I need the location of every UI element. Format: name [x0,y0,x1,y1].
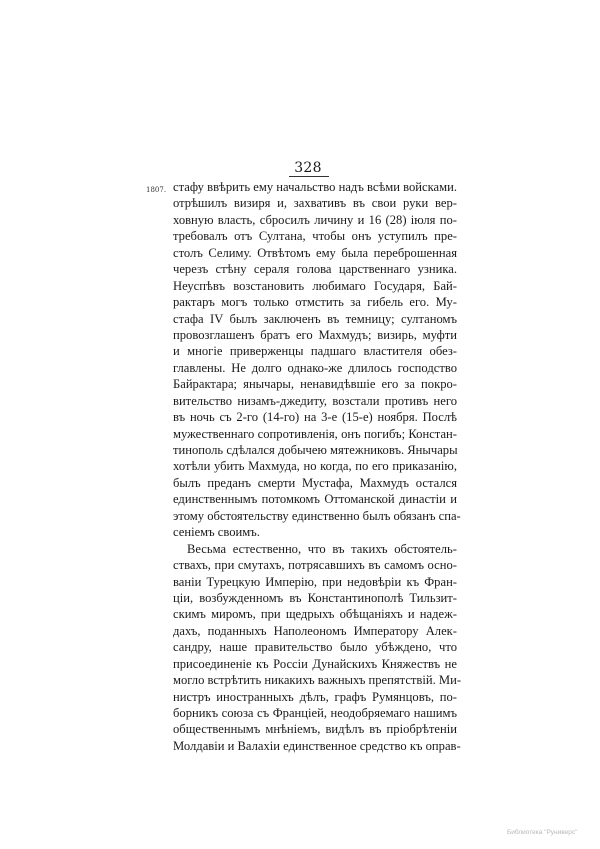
text-line: главлены. Не долго однако-же длилось господство [173,360,457,375]
page-number: 328 [294,160,322,176]
text-line: былъ преданъ смерти Мустафа, Махмудъ остался [173,475,457,490]
text-line: ваніи Турецкую Имперію, при недовѣріи къ Фран- [173,574,457,589]
text-line: скимъ миромъ, при щедрыхъ обѣщаніяхъ и надеж- [173,607,457,622]
text-line: стафу ввѣрить ему начальство надъ всѣми войсками. [173,180,457,194]
text-line: стафа IV былъ заключенъ въ темницу; султаномъ [173,311,457,326]
text-line: борникъ союза съ Франціей, неодобряемаго нашимъ [173,706,457,720]
text-line: Байрактара; янычары, ненавидѣвшіе его за покро- [173,377,457,392]
text-line: ціи, возбужденномъ въ Константинополѣ Тильзит- [173,590,457,605]
text-line: вительство низамъ-джедиту, возстали противъ него [173,393,457,408]
text-line: дахъ, поданныхъ Наполеономъ Императору Алек- [173,623,457,638]
margin-year-note: 1807. [146,186,167,194]
text-line: общественнымъ мнѣніемъ, видѣлъ въ пріобрѣтеніи [173,722,457,737]
text-line: этому обстоятельству единственно былъ обязанъ спа- [173,508,461,523]
text-line: рактаръ могъ только отмстить за гибель его. Му- [173,295,457,310]
text-line: Неуспѣвъ возстановить любимаго Государя, Бай- [173,278,457,293]
text-line: въ ночь съ 2-го (14-го) на 3-е (15-е) ноября. Послѣ [173,410,457,425]
text-line: сандру, наше правительство было убѣждено, что [173,640,457,655]
body-text [173,179,462,754]
text-line: провозглашенъ братъ его Махмудъ; визирь, муфти [173,327,457,342]
text-line: единственнымъ потомкомъ Оттоманской династіи и [173,492,457,507]
text-line: хотѣли убить Махмуда, но когда, по его приказанію, [173,459,457,474]
text-line: мужественнаго сопротивленія, онъ погибъ; Констан- [173,426,457,441]
paragraph-start-line: Весьма естественно, что въ такихъ обстоятель- [187,541,457,556]
text-line: ствахъ, при смутахъ, потрясавшихъ въ самомъ осно- [173,558,457,573]
text-line: столъ Селиму. Отвѣтомъ ему была переброшенная [173,245,457,260]
text-line: отрѣшилъ визиря и, захвативъ въ свои руки вер- [173,196,457,211]
text-line: тинополь сдѣлался добычею мятежниковъ. Янычары [173,443,458,457]
text-line: нистръ иностранныхъ дѣлъ, графъ Румянцовъ, по- [173,689,457,704]
library-watermark: Библиотека "Руниверс" [507,829,578,836]
text-line: Молдавіи и Валахіи единственное средство къ оправ- [173,738,461,753]
text-line: присоединеніе къ Россіи Дунайскихъ Княжествъ не [173,656,457,671]
text-line: черезъ стѣну сераля голова царственнаго узника. [173,262,457,277]
page-number-rule [289,176,329,177]
text-line: требовалъ отъ Султана, чтобы онъ уступилъ пре- [173,229,457,244]
text-line: сеніемъ своимъ. [173,525,260,540]
text-line: и многіе приверженцы падшаго властителя обез- [173,344,457,359]
text-line: ховную власть, сбросилъ личину и 16 (28) іюля по- [173,212,457,227]
text-line: могло встрѣтить никакихъ важныхъ препятствій. Ми- [173,673,462,688]
